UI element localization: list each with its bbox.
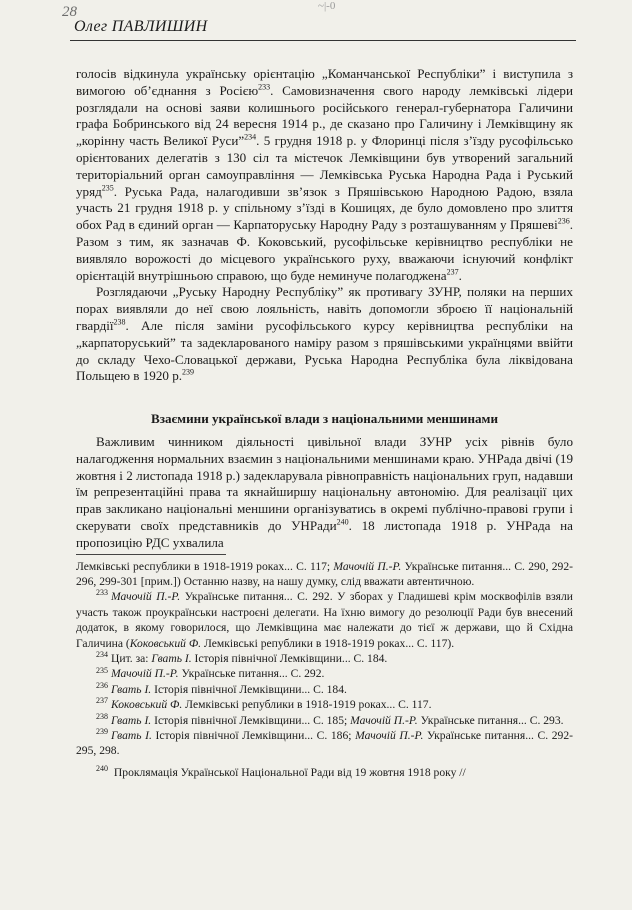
page-number: 28 <box>62 4 77 20</box>
footnote-236: $^{236}$ Гвать І. Історія північної Лемківщини... С. 184. <box>96 680 347 696</box>
footnote-235: $^{235}$ Мачочій П.-Р. Українське питання... С. 292. <box>96 665 325 681</box>
footnote-239: $^{239}$ Гвать І. Історія північної Лемківщини... С. 186; Мачочій П.-Р. Українське питання... С. 292-295, 298. <box>76 727 573 758</box>
top-margin-mark: ~|-0 <box>318 0 336 12</box>
footnote-ref-236: 236 <box>557 216 570 226</box>
footnote-234: $^{234}$ Цит. за: Гвать І. Історія північної Лемківщини... С. 184. <box>96 650 388 665</box>
footnote-237: $^{237}$ Коковський Ф. Лемківські републики в 1918-1919 роках... С. 117. <box>96 696 432 712</box>
footnote-ref-238: 238 <box>113 317 126 327</box>
section-heading: Взаємини української влади з національними меншинами <box>150 411 498 427</box>
footnote-ref-240: 240 <box>336 517 349 527</box>
paragraph-1: голосів відкинула українську орієнтацію „Команчанської Республіки” і виступила з вимогою об’єднання з Росією$^{233}$. Самовизначення свого народу лемківські лідери розглядали на основі заяви колишнього російського генерал-губернатора Галичини графа Бобринського від 24 вересня 1914 р., де сказано про Галичину і Лемківщину як „корінну часть Великої Руси”$^{234}$. 5 грудня 1918 р. у Флоринці після з’їзду русофільсько орієнтованих делегатів з 130 сіл та містечок Лемківщини був утворений загальний територіальний орган самоуправління — Лемківська Руська Народна Рада і Руський уряд$^{235}$. Руська Рада, налагодивши зв’язок з Пряшівською Народною Радою, взяла участь 21 грудня 1918 р. у спільному з’їзді в Кошицях, де було домовлено про злиття обох Рад в єдиний орган — Карпаторуську Народну Раду з розташуванням у Пряшеві$^{236}$. Разом з тим, як зазначав Ф. Коковський, русофільське керівництво республіки не виявляло ворожості до місцевого українського руху, вважаючи існуючий конфлікт орієнтацій внутрішньою справою, що буде неминуче полагоджена$^{237}$. <box>76 66 573 283</box>
footnote-separator <box>76 554 226 555</box>
footnote-ref-237: 237 <box>446 267 459 277</box>
header-rule <box>70 40 576 41</box>
page-content <box>76 66 573 780</box>
footnote-ref-233: 233 <box>258 82 271 92</box>
running-header-author: Олег ПАВЛИШИН <box>74 18 208 35</box>
footnote-ref-239: 239 <box>182 367 195 377</box>
footnote-233: $^{233}$ Мачочій П.-Р. Українське питання... С. 292. У зборах у Гладишеві крім москвофілів взяли участь також проукраїнськи настроєні делегати. На їхню вимогу до резолюції Ради був внесений додаток, в якому говорилося, що Лемківщина має належати до тієї ж держави, що й Східна Галичина (Коковський Ф. Лемківські републики в 1918-1919 роках... С. 117). <box>76 588 573 650</box>
paragraph-3: Важливим чинником діяльності цивільної влади ЗУНР усіх рівнів було налагодження нормальних взаємин з національними меншинами краю. УНРада двічі (19 жовтня і 2 листопада 1918 р.) задекларувала рівноправність національних груп, надавши їм репрезентаційні права та якнайширшу національну автономію. Для реалізації цих прав закликано національні меншини організуватись в окремі публічно-правові групи і скерувати своїх представників до УНРади$^{240}$. 18 листопада 1918 р. УНРада на пропозицію РДС ухвалила <box>76 433 573 550</box>
footnote-238: $^{238}$ Гвать І. Історія північної Лемківщини... С. 185; Мачочій П.-Р. Українське питання... С. 293. <box>96 711 564 727</box>
footnote-ref-235: 235 <box>101 183 114 193</box>
footnote-ref-234: 234 <box>244 132 257 142</box>
paragraph-2: Розглядаючи „Руську Народну Республіку” як противагу ЗУНР, поляки на перших порах виявляли до неї свою лояльність, навіть допомогли зброєю її національній гвардії$^{238}$. Але після заміни русофільського курсу керівництва республіки на „карпаторуський” та задекларованого наміру разом з пряшівськими українцями ввійти до складу Чехо-Словацької держави, Руська Народна Республіка була ліквідована Польщею в 1920 р.$^{239}$ <box>76 284 573 384</box>
footnote-240: $^{240}$ Проклямація Української Національної Ради від 19 жовтня 1918 року // <box>96 763 466 779</box>
footnotes-block <box>76 559 573 781</box>
footnote-continued: Лемківські республики в 1918-1919 роках... С. 117; Мачочій П.-Р. Українське питання... С. 290, 292-296, 299-301 [прим.]) Останню назву, на нашу думку, слід вважати автентичною. <box>76 559 573 588</box>
